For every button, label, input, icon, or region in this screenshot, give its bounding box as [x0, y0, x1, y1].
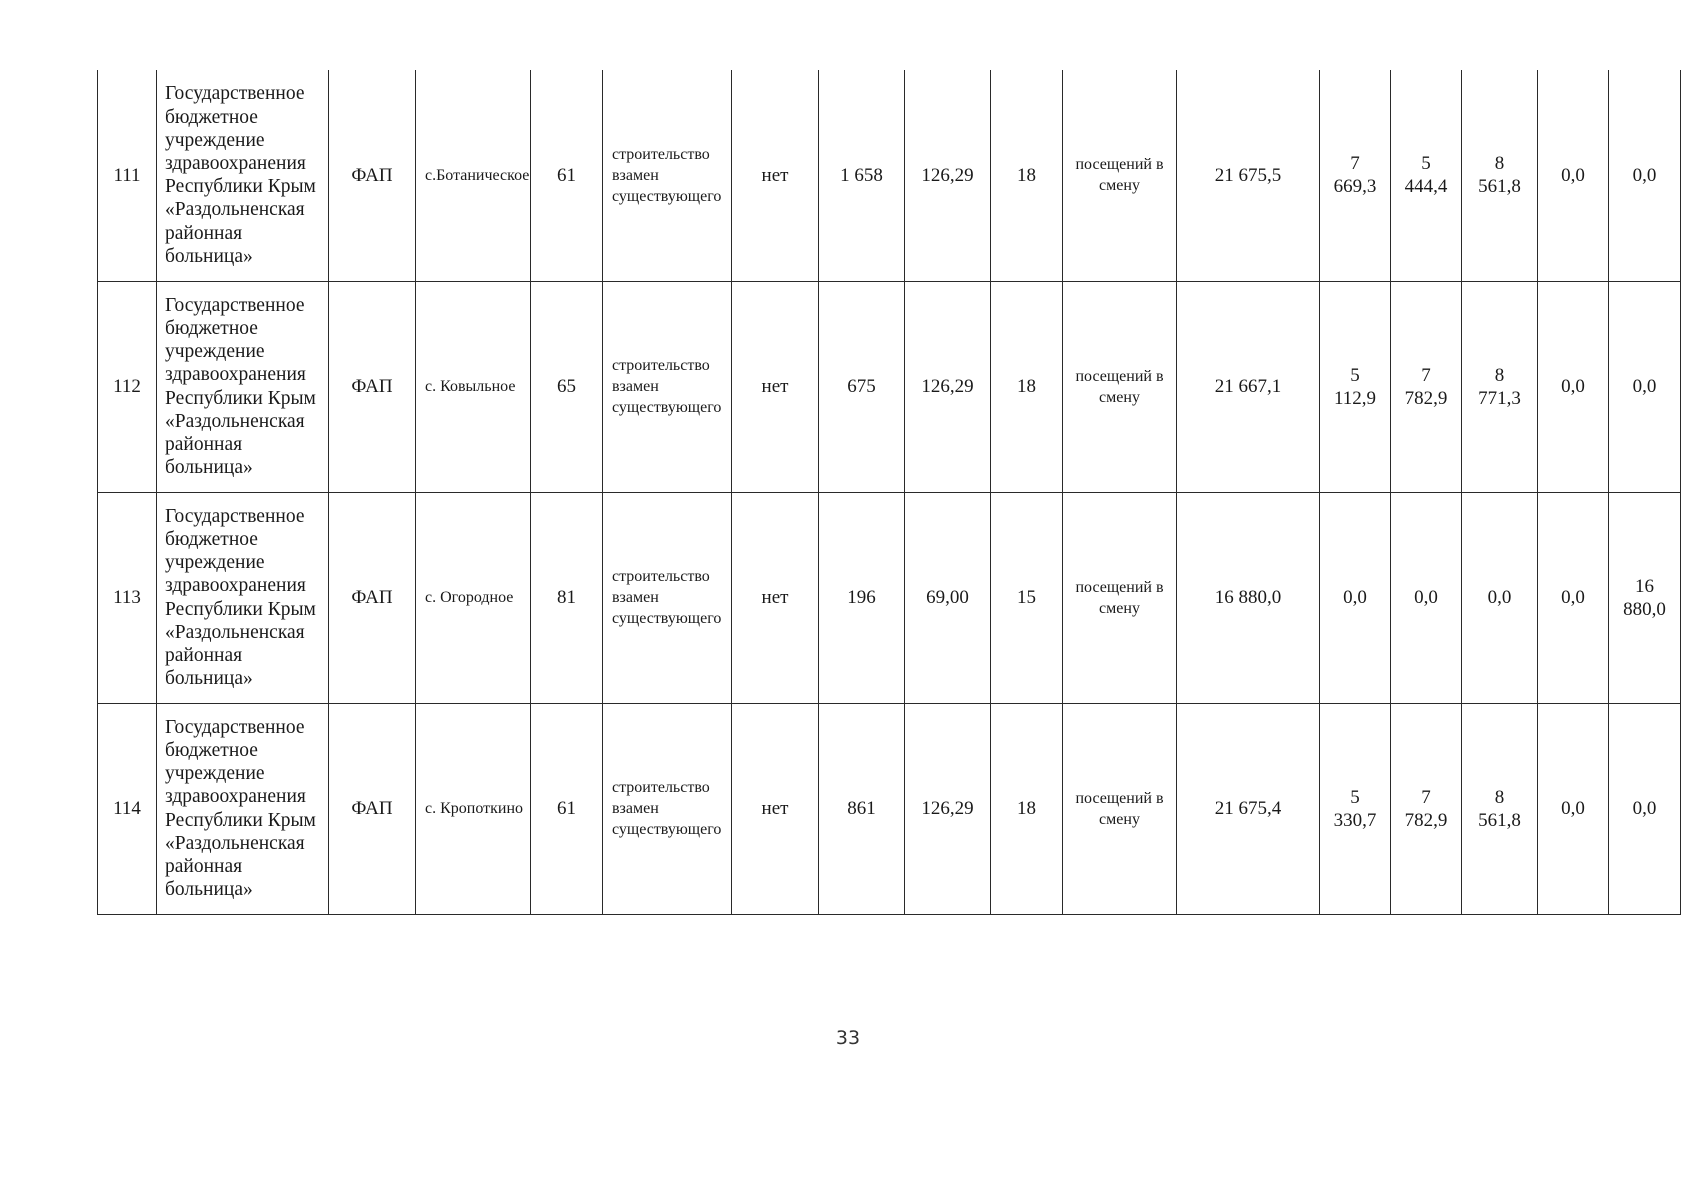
- year-2-amount: [1391, 281, 1462, 492]
- total-cost: 21 675,4: [1177, 703, 1320, 914]
- work-type: строительство взамен существующего: [603, 703, 732, 914]
- locality: с.Ботаническое: [416, 70, 531, 281]
- work-type: строительство взамен существующего: [603, 281, 732, 492]
- locality: с. Огородное: [416, 492, 531, 703]
- year-2-amount: [1391, 703, 1462, 914]
- flag-cell: нет: [732, 703, 819, 914]
- amount-part: 561,8: [1478, 176, 1521, 198]
- table-row: [98, 703, 1681, 914]
- total-cost: 21 667,1: [1177, 281, 1320, 492]
- amount-part: 8: [1494, 153, 1505, 175]
- code-cell: 65: [531, 281, 603, 492]
- organization-name: Государственное бюджетное учреждение здравоохранения Республики Крым «Раздольненская районная больница»: [157, 281, 329, 492]
- year-3-amount: [1462, 281, 1538, 492]
- year-3-amount: 0,0: [1462, 492, 1538, 703]
- amount-part: 7: [1350, 153, 1360, 175]
- area-cell: 126,29: [905, 70, 991, 281]
- capacity-unit: посещений в смену: [1063, 70, 1177, 281]
- year-5-amount: 0,0: [1609, 70, 1681, 281]
- amount-part: 5: [1421, 153, 1431, 175]
- year-1-amount: [1320, 703, 1391, 914]
- population-cell: 1 658: [819, 70, 905, 281]
- facility-type: ФАП: [329, 281, 416, 492]
- amount-part: 561,8: [1478, 809, 1521, 831]
- year-4-amount: 0,0: [1538, 70, 1609, 281]
- row-number: 112: [98, 281, 157, 492]
- facilities-table: [97, 70, 1681, 915]
- amount-part: 8: [1494, 786, 1505, 808]
- table-row: [98, 492, 1681, 703]
- amount-part: 112,9: [1333, 387, 1377, 409]
- amount-part: 5: [1350, 364, 1360, 386]
- population-cell: 196: [819, 492, 905, 703]
- area-cell: 126,29: [905, 281, 991, 492]
- locality: с. Кропоткино: [416, 703, 531, 914]
- amount-part: 16: [1635, 575, 1654, 597]
- capacity-cell: 18: [991, 281, 1063, 492]
- amount-part: 330,7: [1333, 809, 1377, 831]
- year-1-amount: [1320, 281, 1391, 492]
- table-row: [98, 70, 1681, 281]
- capacity-unit: посещений в смену: [1063, 281, 1177, 492]
- amount-part: 444,4: [1404, 176, 1448, 198]
- capacity-unit: посещений в смену: [1063, 703, 1177, 914]
- year-4-amount: 0,0: [1538, 492, 1609, 703]
- amount-part: 8: [1494, 364, 1505, 386]
- code-cell: 61: [531, 70, 603, 281]
- area-cell: 126,29: [905, 703, 991, 914]
- amount-part: 880,0: [1623, 598, 1666, 620]
- work-type: строительство взамен существующего: [603, 70, 732, 281]
- table-row: [98, 281, 1681, 492]
- amount-part: 771,3: [1478, 387, 1521, 409]
- year-1-amount: 0,0: [1320, 492, 1391, 703]
- population-cell: 861: [819, 703, 905, 914]
- facility-type: ФАП: [329, 492, 416, 703]
- year-5-amount: 0,0: [1609, 703, 1681, 914]
- flag-cell: нет: [732, 70, 819, 281]
- total-cost: 16 880,0: [1177, 492, 1320, 703]
- amount-part: 7: [1421, 364, 1431, 386]
- page-number: 33: [835, 1027, 861, 1049]
- row-number: 114: [98, 703, 157, 914]
- organization-name: Государственное бюджетное учреждение здравоохранения Республики Крым «Раздольненская районная больница»: [157, 70, 329, 281]
- year-3-amount: [1462, 703, 1538, 914]
- capacity-cell: 15: [991, 492, 1063, 703]
- year-1-amount: [1320, 70, 1391, 281]
- flag-cell: нет: [732, 492, 819, 703]
- amount-part: 782,9: [1404, 809, 1448, 831]
- document-page: [97, 70, 1680, 915]
- year-3-amount: [1462, 70, 1538, 281]
- population-cell: 675: [819, 281, 905, 492]
- work-type: строительство взамен существующего: [603, 492, 732, 703]
- organization-name: Государственное бюджетное учреждение здравоохранения Республики Крым «Раздольненская районная больница»: [157, 492, 329, 703]
- year-2-amount: 0,0: [1391, 492, 1462, 703]
- amount-part: 782,9: [1404, 387, 1448, 409]
- year-5-amount: 0,0: [1609, 281, 1681, 492]
- amount-part: 669,3: [1333, 176, 1377, 198]
- flag-cell: нет: [732, 281, 819, 492]
- facility-type: ФАП: [329, 70, 416, 281]
- code-cell: 61: [531, 703, 603, 914]
- capacity-cell: 18: [991, 70, 1063, 281]
- capacity-cell: 18: [991, 703, 1063, 914]
- area-cell: 69,00: [905, 492, 991, 703]
- row-number: 111: [98, 70, 157, 281]
- amount-part: 7: [1421, 786, 1431, 808]
- facility-type: ФАП: [329, 703, 416, 914]
- total-cost: 21 675,5: [1177, 70, 1320, 281]
- row-number: 113: [98, 492, 157, 703]
- year-5-amount: [1609, 492, 1681, 703]
- year-4-amount: 0,0: [1538, 281, 1609, 492]
- capacity-unit: посещений в смену: [1063, 492, 1177, 703]
- code-cell: 81: [531, 492, 603, 703]
- locality: с. Ковыльное: [416, 281, 531, 492]
- year-4-amount: 0,0: [1538, 703, 1609, 914]
- year-2-amount: [1391, 70, 1462, 281]
- organization-name: Государственное бюджетное учреждение здравоохранения Республики Крым «Раздольненская районная больница»: [157, 703, 329, 914]
- amount-part: 5: [1350, 786, 1360, 808]
